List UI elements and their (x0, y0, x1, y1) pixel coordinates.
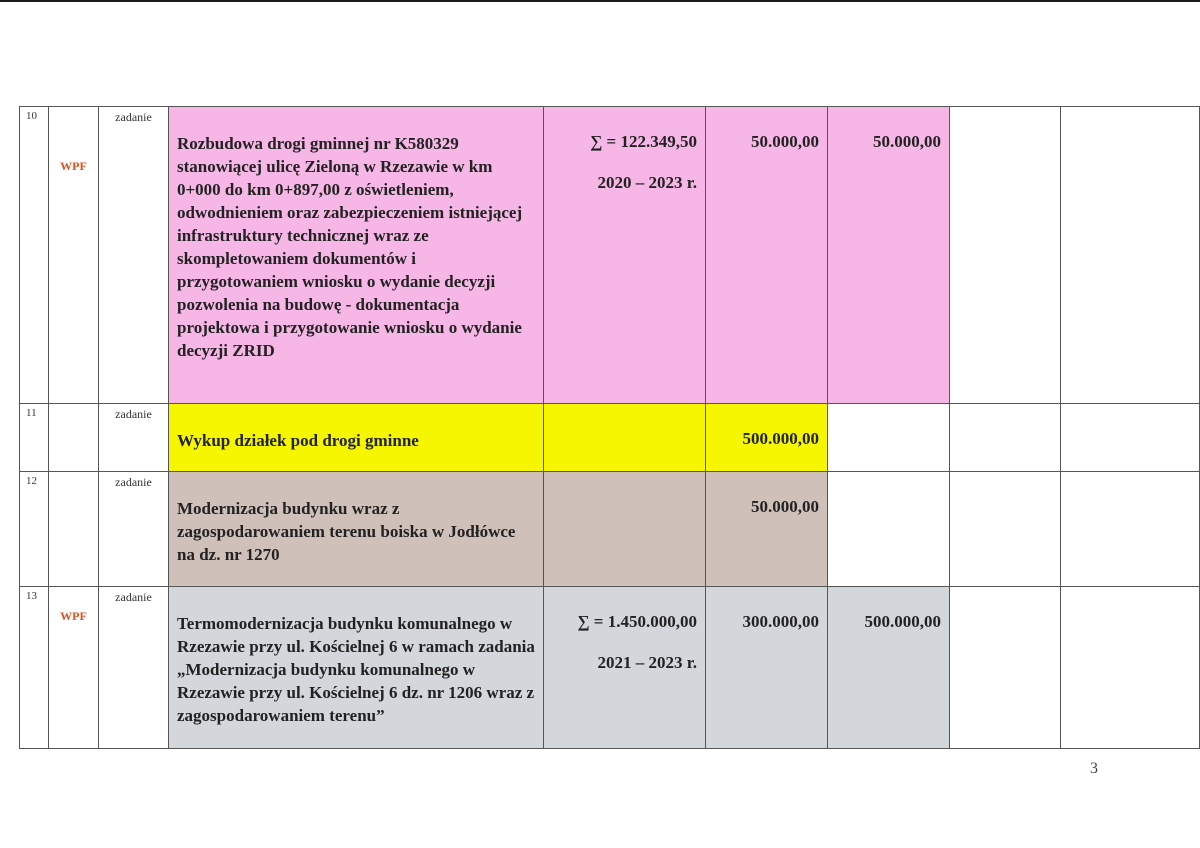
task-type: zadanie (99, 404, 169, 472)
amount-year-2: 500.000,00 (828, 587, 950, 749)
task-name: Termomodernizacja budynku komunalnego w Rzezawie przy ul. Kościelnej 6 w ramach zadania „Modernizacja budynku komunalnego w Rzezawie przy ul. Kościelnej 6 dz. nr 1206 wraz z zagospodarowaniem terenu” (169, 587, 544, 749)
empty-cell (1061, 472, 1200, 587)
task-type: zadanie (99, 107, 169, 404)
task-name: Rozbudowa drogi gminnej nr K580329 stanowiącej ulicę Zieloną w Rzezawie w km 0+000 do km 0+897,00 z oświetleniem, odwodnieniem oraz zabezpieczeniem istniejącej infrastruktury technicznej wraz ze skompletowaniem dokumentów i przygotowaniem wniosku o wydanie decyzji pozwolenia na budowę - dokumentacja projektowa i przygotowanie wniosku o wydanie decyzji ZRID (169, 107, 544, 404)
wpf-label: WPF (60, 609, 87, 623)
total-sum: ∑ = 1.450.000,00 (577, 612, 697, 631)
amount-year-1: 300.000,00 (706, 587, 828, 749)
amount-year-1: 50.000,00 (706, 472, 828, 587)
amount-year-2 (828, 472, 950, 587)
task-type: zadanie (99, 472, 169, 587)
row-number: 11 (20, 404, 49, 472)
empty-cell (1061, 107, 1200, 404)
row-number: 13 (20, 587, 49, 749)
total-sum: ∑ = 122.349,50 (590, 132, 697, 151)
page-number: 3 (1090, 760, 1098, 777)
years-range: 2021 – 2023 r. (597, 653, 697, 672)
amount-year-1: 500.000,00 (706, 404, 828, 472)
amount-year-1: 50.000,00 (706, 107, 828, 404)
table-row (20, 587, 1200, 749)
top-border-line (0, 0, 1200, 2)
task-type: zadanie (99, 587, 169, 749)
row-number: 10 (20, 107, 49, 404)
years-range: 2020 – 2023 r. (597, 173, 697, 192)
wpf-label: WPF (60, 159, 87, 173)
amount-year-2: 50.000,00 (828, 107, 950, 404)
table-row (20, 472, 1200, 587)
empty-cell (1061, 404, 1200, 472)
table-row (20, 107, 1200, 404)
table-row (20, 404, 1200, 472)
task-name: Wykup działek pod drogi gminne (169, 404, 544, 472)
empty-cell (950, 587, 1061, 749)
empty-cell (950, 107, 1061, 404)
empty-cell (1061, 587, 1200, 749)
task-name: Modernizacja budynku wraz z zagospodarowaniem terenu boiska w Jodłówce na dz. nr 1270 (169, 472, 544, 587)
row-number: 12 (20, 472, 49, 587)
budget-table (19, 106, 1200, 749)
empty-cell (950, 404, 1061, 472)
empty-cell (950, 472, 1061, 587)
amount-year-2 (828, 404, 950, 472)
